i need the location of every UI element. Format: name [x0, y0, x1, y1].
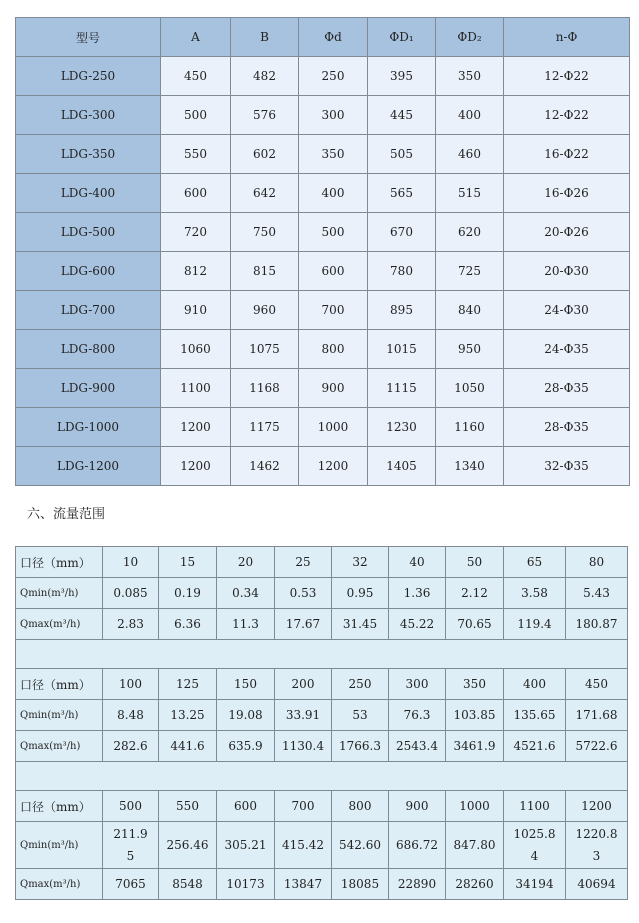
qmax-row-cell: 34194	[504, 869, 566, 900]
dimension-header-cell: ΦD₂	[436, 18, 504, 57]
model-cell: LDG-1000	[16, 408, 161, 447]
qmax-row-cell: 5722.6	[566, 731, 628, 762]
diameter-row-cell: 550	[159, 791, 217, 822]
qmax-row	[16, 869, 628, 900]
diameter-row	[16, 791, 628, 822]
dimension-table-row	[16, 252, 630, 291]
qmin-row-cell: 211.9 5	[103, 822, 159, 869]
diameter-row-cell: 20	[217, 547, 275, 578]
qmax-row-cell: 18085	[332, 869, 389, 900]
qmin-row-cell: 415.42	[275, 822, 332, 869]
dimension-value-cell: 482	[231, 57, 299, 96]
dimension-table-row	[16, 369, 630, 408]
model-cell: LDG-350	[16, 135, 161, 174]
dimension-table-row	[16, 291, 630, 330]
qmax-row	[16, 731, 628, 762]
diameter-row-cell: 1200	[566, 791, 628, 822]
dimension-value-cell: 515	[436, 174, 504, 213]
dimension-value-cell: 24-Φ30	[504, 291, 630, 330]
qmin-row-cell: 542.60	[332, 822, 389, 869]
dimension-value-cell: 250	[299, 57, 368, 96]
qmax-row	[16, 609, 628, 640]
qmin-row-cell: 2.12	[446, 578, 504, 609]
dimension-value-cell: 16-Φ22	[504, 135, 630, 174]
dimension-table-row	[16, 174, 630, 213]
qmax-row-cell: 2.83	[103, 609, 159, 640]
qmax-row-cell: 2543.4	[389, 731, 446, 762]
model-cell: LDG-500	[16, 213, 161, 252]
dimension-value-cell: 1050	[436, 369, 504, 408]
qmin-row-cell: 8.48	[103, 700, 159, 731]
model-cell: LDG-1200	[16, 447, 161, 486]
qmin-row-cell: 1.36	[389, 578, 446, 609]
dimension-value-cell: 550	[161, 135, 231, 174]
qmin-row-cell: 0.53	[275, 578, 332, 609]
qmin-row-cell: 305.21	[217, 822, 275, 869]
qmax-row-cell: 180.87	[566, 609, 628, 640]
dimension-header-cell: B	[231, 18, 299, 57]
dimension-value-cell: 1115	[368, 369, 436, 408]
qmax-row-cell: 28260	[446, 869, 504, 900]
flow-table-spacer-row	[16, 640, 628, 669]
diameter-row-cell: 500	[103, 791, 159, 822]
dimension-value-cell: 28-Φ35	[504, 369, 630, 408]
qmin-row	[16, 700, 628, 731]
dimension-value-cell: 500	[161, 96, 231, 135]
dimension-table	[15, 17, 630, 486]
dimension-value-cell: 700	[299, 291, 368, 330]
diameter-row-cell: 400	[504, 669, 566, 700]
qmax-row-cell: 6.36	[159, 609, 217, 640]
dimension-value-cell: 1405	[368, 447, 436, 486]
qmax-row-cell: 3461.9	[446, 731, 504, 762]
qmin-row-cell: 135.65	[504, 700, 566, 731]
diameter-row-cell: 32	[332, 547, 389, 578]
dimension-value-cell: 812	[161, 252, 231, 291]
qmin-row-cell: 256.46	[159, 822, 217, 869]
dimension-value-cell: 600	[299, 252, 368, 291]
dimension-value-cell: 460	[436, 135, 504, 174]
dimension-value-cell: 910	[161, 291, 231, 330]
dimension-value-cell: 12-Φ22	[504, 96, 630, 135]
qmax-row-cell: 8548	[159, 869, 217, 900]
dimension-value-cell: 895	[368, 291, 436, 330]
qmax-row-cell: 45.22	[389, 609, 446, 640]
qmin-row-cell: 1025.8 4	[504, 822, 566, 869]
qmax-row-cell: 11.3	[217, 609, 275, 640]
dimension-value-cell: 670	[368, 213, 436, 252]
dimension-table-row	[16, 213, 630, 252]
qmin-row-cell: 19.08	[217, 700, 275, 731]
diameter-row-cell: 450	[566, 669, 628, 700]
dimension-value-cell: 1015	[368, 330, 436, 369]
flow-range-heading: 六、流量范围	[27, 507, 106, 522]
dimension-header-cell: A	[161, 18, 231, 57]
dimension-value-cell: 1200	[161, 408, 231, 447]
qmax-row-cell: 17.67	[275, 609, 332, 640]
model-cell: LDG-400	[16, 174, 161, 213]
dimension-header-cell: 型号	[16, 18, 161, 57]
qmin-row	[16, 822, 628, 869]
dimension-value-cell: 600	[161, 174, 231, 213]
dimension-value-cell: 602	[231, 135, 299, 174]
dimension-value-cell: 505	[368, 135, 436, 174]
qmin-row-cell: 103.85	[446, 700, 504, 731]
dimension-value-cell: 565	[368, 174, 436, 213]
qmin-row-cell: 0.085	[103, 578, 159, 609]
qmax-row-cell: 4521.6	[504, 731, 566, 762]
qmax-row-cell: 10173	[217, 869, 275, 900]
qmin-row-cell: 5.43	[566, 578, 628, 609]
dimension-value-cell: 300	[299, 96, 368, 135]
model-cell: LDG-250	[16, 57, 161, 96]
diameter-row-label: 口径（mm）	[16, 669, 103, 700]
dimension-value-cell: 1462	[231, 447, 299, 486]
qmin-row-cell: 847.80	[446, 822, 504, 869]
dimension-value-cell: 720	[161, 213, 231, 252]
diameter-row	[16, 547, 628, 578]
qmax-row-cell: 7065	[103, 869, 159, 900]
diameter-row-cell: 300	[389, 669, 446, 700]
dimension-value-cell: 450	[161, 57, 231, 96]
dimension-value-cell: 1230	[368, 408, 436, 447]
qmax-row-cell: 119.4	[504, 609, 566, 640]
diameter-row-cell: 700	[275, 791, 332, 822]
model-cell: LDG-900	[16, 369, 161, 408]
flow-table-spacer-row	[16, 762, 628, 791]
dimension-value-cell: 1160	[436, 408, 504, 447]
qmax-row-cell: 1130.4	[275, 731, 332, 762]
diameter-row-cell: 80	[566, 547, 628, 578]
model-cell: LDG-600	[16, 252, 161, 291]
dimension-value-cell: 350	[436, 57, 504, 96]
dimension-value-cell: 1340	[436, 447, 504, 486]
qmax-row-cell: 31.45	[332, 609, 389, 640]
qmax-row-cell: 635.9	[217, 731, 275, 762]
dimension-value-cell: 1060	[161, 330, 231, 369]
diameter-row-cell: 1000	[446, 791, 504, 822]
dimension-value-cell: 620	[436, 213, 504, 252]
dimension-value-cell: 950	[436, 330, 504, 369]
qmin-row-label: Qmin(m³/h)	[16, 822, 103, 869]
dimension-header-cell: ΦD₁	[368, 18, 436, 57]
dimension-value-cell: 725	[436, 252, 504, 291]
diameter-row-cell: 10	[103, 547, 159, 578]
dimension-value-cell: 800	[299, 330, 368, 369]
dimension-value-cell: 1200	[299, 447, 368, 486]
dimension-table-row	[16, 135, 630, 174]
qmin-row-cell: 1220.8 3	[566, 822, 628, 869]
dimension-value-cell: 1100	[161, 369, 231, 408]
dimension-value-cell: 445	[368, 96, 436, 135]
dimension-value-cell: 1175	[231, 408, 299, 447]
qmax-row-cell: 282.6	[103, 731, 159, 762]
diameter-row-cell: 25	[275, 547, 332, 578]
dimension-value-cell: 750	[231, 213, 299, 252]
dimension-value-cell: 576	[231, 96, 299, 135]
qmin-row-cell: 53	[332, 700, 389, 731]
diameter-row	[16, 669, 628, 700]
model-cell: LDG-700	[16, 291, 161, 330]
qmax-row-label: Qmax(m³/h)	[16, 869, 103, 900]
dimension-value-cell: 1200	[161, 447, 231, 486]
diameter-row-cell: 200	[275, 669, 332, 700]
dimension-table-row	[16, 57, 630, 96]
qmin-row-cell: 0.34	[217, 578, 275, 609]
dimension-value-cell: 28-Φ35	[504, 408, 630, 447]
model-cell: LDG-800	[16, 330, 161, 369]
dimension-value-cell: 12-Φ22	[504, 57, 630, 96]
dimension-value-cell: 395	[368, 57, 436, 96]
dimension-value-cell: 24-Φ35	[504, 330, 630, 369]
qmin-row	[16, 578, 628, 609]
dimension-value-cell: 900	[299, 369, 368, 408]
dimension-value-cell: 20-Φ30	[504, 252, 630, 291]
dimension-table-row	[16, 408, 630, 447]
qmin-row-label: Qmin(m³/h)	[16, 700, 103, 731]
qmax-row-cell: 70.65	[446, 609, 504, 640]
qmin-row-cell: 686.72	[389, 822, 446, 869]
model-cell: LDG-300	[16, 96, 161, 135]
qmin-row-cell: 76.3	[389, 700, 446, 731]
dimension-table-row	[16, 96, 630, 135]
diameter-row-label: 口径（mm）	[16, 791, 103, 822]
qmin-row-cell: 33.91	[275, 700, 332, 731]
dimension-table-row	[16, 447, 630, 486]
flow-range-table	[15, 546, 628, 900]
diameter-row-cell: 100	[103, 669, 159, 700]
diameter-row-cell: 800	[332, 791, 389, 822]
dimension-value-cell: 400	[299, 174, 368, 213]
diameter-row-cell: 15	[159, 547, 217, 578]
qmax-row-cell: 1766.3	[332, 731, 389, 762]
dimension-value-cell: 16-Φ26	[504, 174, 630, 213]
diameter-row-cell: 125	[159, 669, 217, 700]
dimension-value-cell: 500	[299, 213, 368, 252]
dimension-value-cell: 1075	[231, 330, 299, 369]
qmax-row-label: Qmax(m³/h)	[16, 609, 103, 640]
diameter-row-cell: 1100	[504, 791, 566, 822]
dimension-value-cell: 32-Φ35	[504, 447, 630, 486]
dimension-value-cell: 840	[436, 291, 504, 330]
qmin-row-label: Qmin(m³/h)	[16, 578, 103, 609]
dimension-value-cell: 1000	[299, 408, 368, 447]
qmax-row-cell: 441.6	[159, 731, 217, 762]
spacer-cell	[16, 640, 628, 669]
dimension-value-cell: 642	[231, 174, 299, 213]
dimension-value-cell: 350	[299, 135, 368, 174]
dimension-value-cell: 815	[231, 252, 299, 291]
diameter-row-cell: 350	[446, 669, 504, 700]
qmax-row-cell: 40694	[566, 869, 628, 900]
diameter-row-label: 口径（mm）	[16, 547, 103, 578]
qmax-row-cell: 22890	[389, 869, 446, 900]
dimension-table-header-row	[16, 18, 630, 57]
dimension-header-cell: Φd	[299, 18, 368, 57]
qmax-row-label: Qmax(m³/h)	[16, 731, 103, 762]
qmin-row-cell: 13.25	[159, 700, 217, 731]
dimension-header-cell: n-Φ	[504, 18, 630, 57]
qmin-row-cell: 171.68	[566, 700, 628, 731]
dimension-value-cell: 960	[231, 291, 299, 330]
dimension-value-cell: 400	[436, 96, 504, 135]
qmin-row-cell: 0.19	[159, 578, 217, 609]
dimension-value-cell: 20-Φ26	[504, 213, 630, 252]
diameter-row-cell: 40	[389, 547, 446, 578]
diameter-row-cell: 50	[446, 547, 504, 578]
diameter-row-cell: 900	[389, 791, 446, 822]
dimension-value-cell: 780	[368, 252, 436, 291]
diameter-row-cell: 600	[217, 791, 275, 822]
dimension-table-row	[16, 330, 630, 369]
qmin-row-cell: 3.58	[504, 578, 566, 609]
diameter-row-cell: 250	[332, 669, 389, 700]
diameter-row-cell: 150	[217, 669, 275, 700]
spacer-cell	[16, 762, 628, 791]
qmin-row-cell: 0.95	[332, 578, 389, 609]
dimension-value-cell: 1168	[231, 369, 299, 408]
qmax-row-cell: 13847	[275, 869, 332, 900]
diameter-row-cell: 65	[504, 547, 566, 578]
